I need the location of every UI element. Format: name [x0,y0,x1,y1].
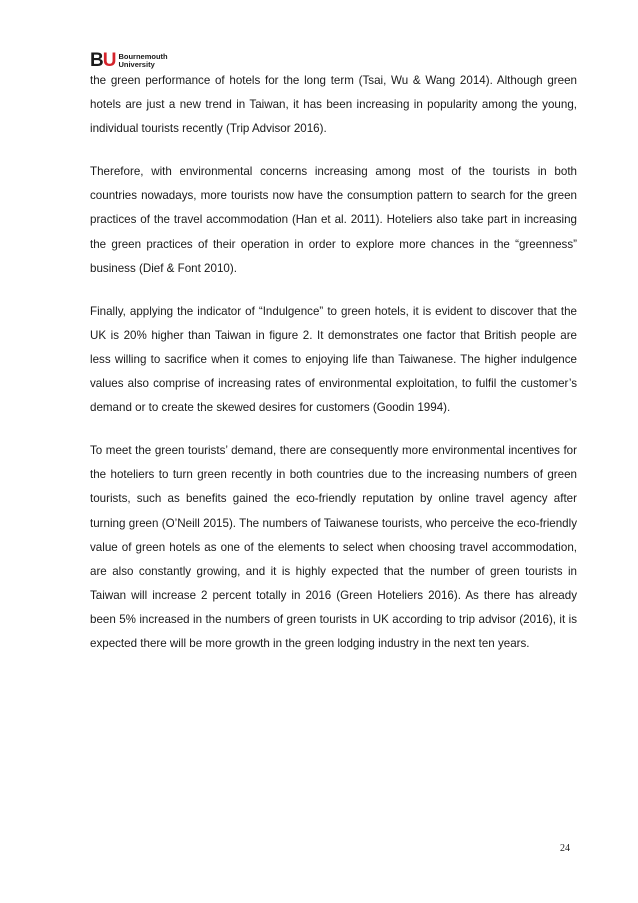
logo-line-2: University [118,59,155,69]
logo-letter-u: U [102,50,116,71]
logo-text [118,53,167,69]
paragraph-3: Finally, applying the indicator of “Indulgence” to green hotels, it is evident to discover that the UK is 20% higher than Taiwan in figure 2. It demonstrates one factor that British people are less willing to sacrifice when it comes to enjoying life than Taiwanese. The higher indulgence values also comprise of increasing rates of environmental exploitation, to fulfil the customer’s demand or to create the skewed desires for customers (Goodin 1994). [90,304,577,415]
paragraph-2: Therefore, with environmental concerns increasing among most of the tourists in both countries nowadays, more tourists now have the consumption pattern to search for the green practices of the travel accommodation (Han et al. 2011). Hoteliers also take part in increasing the green practices of their operation in order to explore more chances in the “greenness” business (Dief & Font 2010). [90,165,577,275]
paragraph-4: To meet the green tourists’ demand, there are consequently more environmental incentives for the hoteliers to turn green recently in both countries due to the increasing numbers of green tourists, such as benefits gained the eco-friendly reputation by online travel agency after turning green (O’Neill 2015). The numbers of Taiwanese tourists, who perceive the eco-friendly value of green hotels as one of the elements to select when choosing travel accommodation, are also constantly growing, and it is highly expected that the number of green tourists in Taiwan will increase 2 percent totally in 2016 (Green Hoteliers 2016). As there has already been 5% increased in the numbers of green tourists in UK according to trip advisor (2016), it is expected there will be more growth in the green lodging industry in the next ten years. [90,444,577,650]
logo-line-1: Bournemouth [118,51,168,61]
university-logo [90,51,168,70]
paragraph-1: the green performance of hotels for the long term (Tsai, Wu & Wang 2014). Although green hotels are just a new trend in Taiwan, it has been increasing in popularity among the young, individual tourists recently (Trip Advisor 2016). [90,74,577,136]
document-body [90,69,577,656]
logo-mark [90,51,115,70]
logo-letter-b: B [90,50,103,71]
page-number: 24 [560,843,570,854]
